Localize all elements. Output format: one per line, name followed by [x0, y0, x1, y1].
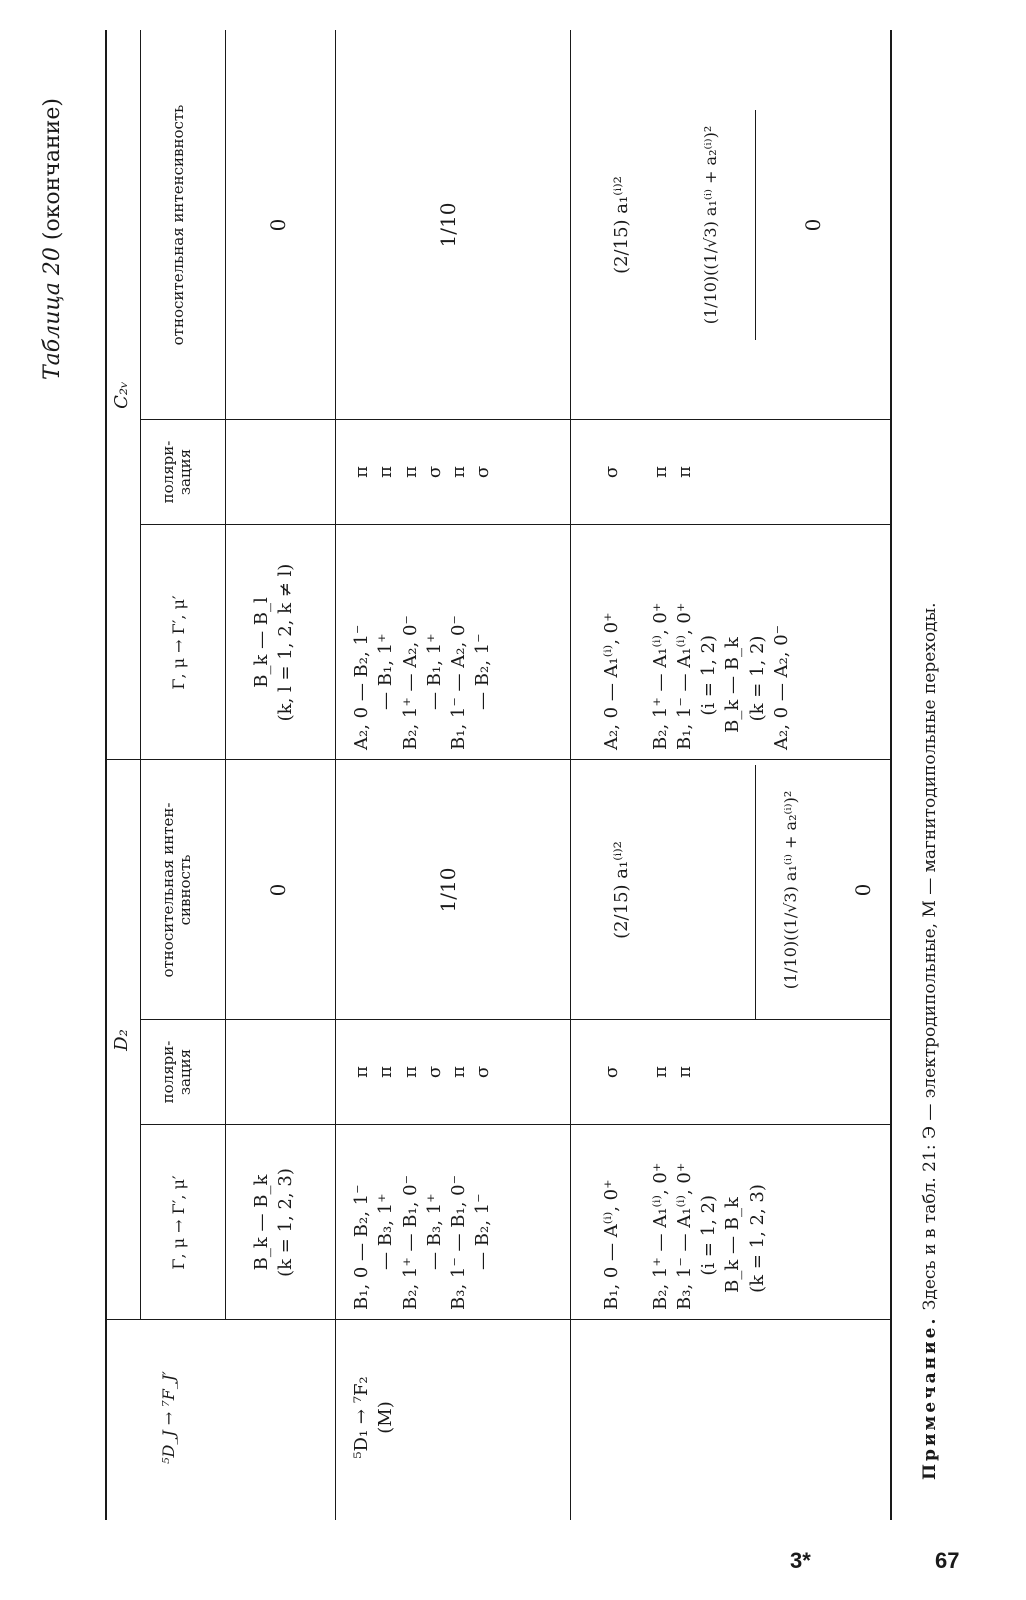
header-d2-intensity: относительная интен- сивность [159, 802, 195, 978]
table-row-3-c2v-intensity-b: (1/10)((1/√3) a₁⁽ⁱ⁾ + a₂⁽ⁱ⁾)² [701, 125, 720, 325]
table-row-1-c2v-gamma: B_k — B_l (k, l = 1, 2, k ≠ l) [251, 563, 297, 722]
table-row-2-d2-gamma: B₁, 0 — B₂, 1⁻ — B₃, 1⁺ B₂, 1⁺ — B₁, 0⁻ — B₃, 1⁺ B₃, 1⁻ — B₁, 0⁻ — B₂, 1⁻ [351, 1174, 494, 1310]
intensity-split-d2 [755, 765, 756, 1020]
table-row-3-c2v-intensity-a: (2/15) a₁⁽ⁱ⁾² [611, 176, 632, 274]
col-sep-3 [140, 1019, 890, 1020]
header-c2v-polarization: поляри- зация [159, 440, 195, 504]
header-rule [225, 30, 226, 1320]
table-row-3-d2-intensity-a: (2/15) a₁⁽ⁱ⁾² [611, 841, 632, 939]
table-caption-suffix: (окончание) [40, 98, 65, 241]
col-sep-2 [140, 1124, 890, 1125]
page-number: 67 [935, 1548, 960, 1573]
table-caption [40, 98, 65, 380]
header-group-d2: D₂ [111, 1029, 132, 1051]
header-d2-polarization: поляри- зация [159, 1040, 195, 1104]
header-transition: ⁵D_J → ⁷F_J′ [159, 1371, 178, 1464]
intensity-split-c2v [755, 110, 756, 340]
table-top-rule [105, 30, 107, 1520]
table-row-3-c2v-gamma: A₂, 0 — A₁⁽ⁱ⁾, 0⁺ B₂, 1⁺ — A₁⁽ⁱ⁾, 0⁺ B₁, 1⁻ — A₁⁽ⁱ⁾, 0⁺ (i = 1, 2) B_k — B_k (k = 1, 2) A₂, 0 — A₂, 0⁻ [601, 602, 793, 750]
row2-rule [570, 30, 571, 1520]
table-row-3-d2-intensity-c: 0 [851, 883, 875, 897]
table-row-1-d2-gamma: B_k — B_k (k = 1, 2, 3) [251, 1168, 297, 1277]
header-c2v-intensity: относительная интенсивность [169, 104, 187, 346]
header-c2v-gamma: Γ, μ → Γ′, μ′ [169, 595, 188, 690]
page-signature: 3* [790, 1548, 811, 1573]
table-row-2-d2-polarization: π π π σ π σ [351, 1065, 494, 1079]
table-caption-title: Таблица 20 [40, 247, 65, 380]
table-row-2-c2v-gamma: A₂, 0 — B₂, 1⁻ — B₁, 1⁺ B₂, 1⁺ — A₂, 0⁻ — B₁, 1⁺ B₁, 1⁻ — A₂, 0⁻ — B₂, 1⁻ [351, 615, 494, 750]
table-row-1-c2v-intensity: 0 [266, 218, 290, 232]
header-d2-gamma: Γ, μ → Γ′, μ′ [169, 1175, 188, 1270]
table-row-2-transition: ⁵D₁ → ⁷F₂ (M) [351, 1376, 397, 1459]
table-row-3-c2v-polarization: σ π π [601, 465, 695, 479]
table-row-2-c2v-polarization: π π π σ π σ [351, 465, 494, 479]
table-row-3-c2v-intensity-c: 0 [801, 218, 825, 232]
col-sep-1 [105, 1319, 890, 1320]
table-row-3-d2-polarization: σ π π [601, 1065, 695, 1079]
table-row-3-d2-gamma: B₁, 0 — A⁽ⁱ⁾, 0⁺ B₂, 1⁺ — A₁⁽ⁱ⁾, 0⁺ B₃, 1⁻ — A₁⁽ⁱ⁾, 0⁺ (i = 1, 2) B_k — B_k (k = 1, 2, 3) [601, 1162, 768, 1310]
row1-rule [335, 30, 336, 1520]
table-row-2-d2-intensity: 1/10 [436, 867, 460, 913]
footnote-text: Здесь и в табл. 21: Э — электродипольные, М — магнитодипольные переходы. [920, 602, 940, 1311]
table-row-2-c2v-intensity: 1/10 [436, 202, 460, 248]
table-bottom-rule [890, 30, 892, 1520]
table-row-1-d2-intensity: 0 [266, 883, 290, 897]
col-sep-4 [105, 759, 890, 760]
footnote-lead: Примечание. [920, 1315, 940, 1480]
group-rule [140, 30, 141, 1320]
header-group-c2v: C₂ᵥ [111, 381, 132, 409]
footnote [920, 602, 940, 1480]
table-row-3-d2-intensity-b: (1/10)((1/√3) a₁⁽ⁱ⁾ + a₂⁽ⁱ⁾)² [781, 790, 800, 990]
col-sep-6 [140, 419, 890, 420]
